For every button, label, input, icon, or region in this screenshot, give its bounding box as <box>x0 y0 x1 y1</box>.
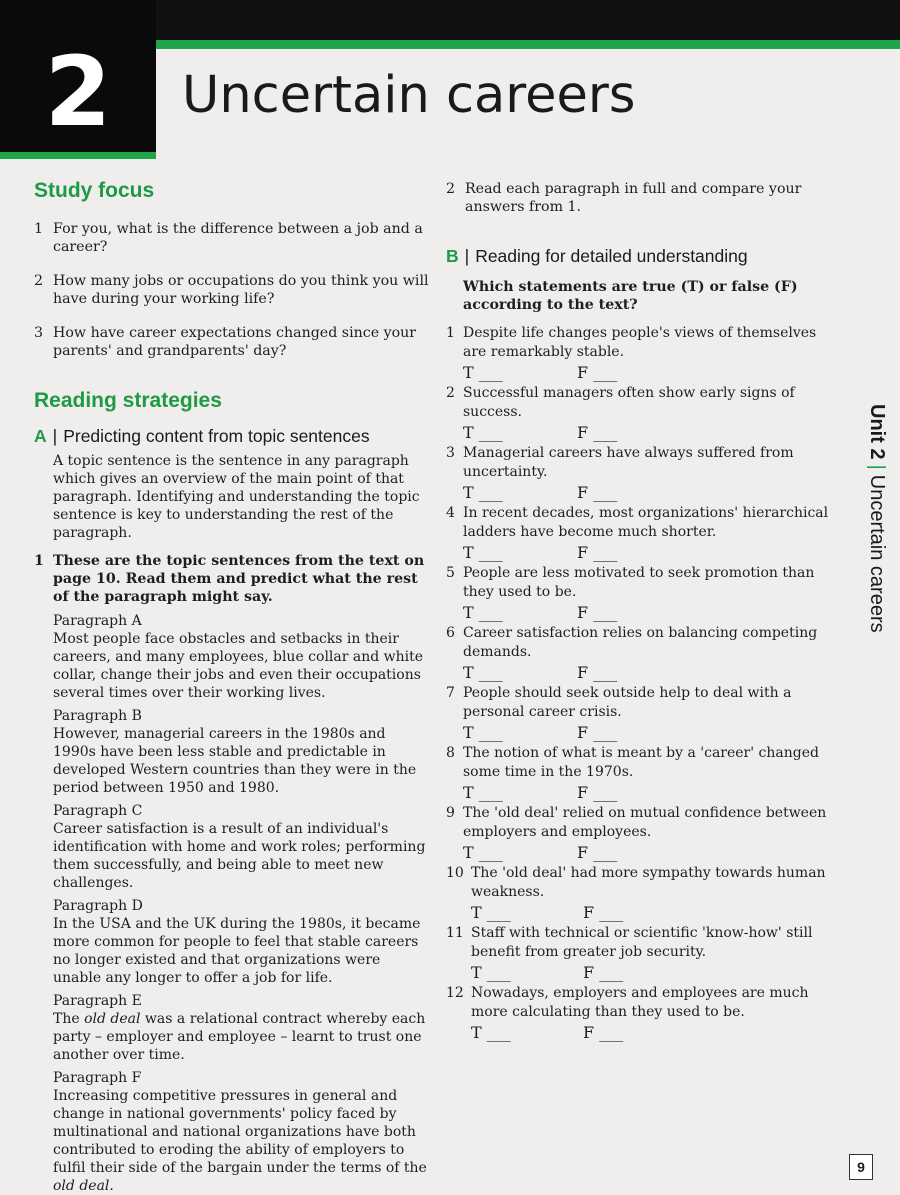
study-question-2: 2 How many jobs or occupations do you think you will have during your working life? <box>34 273 429 307</box>
true-answer-blank[interactable]: T ___ <box>471 1023 511 1042</box>
section-a-heading: A | Predicting content from topic sentences <box>34 426 370 446</box>
false-answer-blank[interactable]: F ___ <box>577 423 618 442</box>
statement-item <box>446 744 841 803</box>
statement-item <box>446 984 841 1043</box>
false-answer-blank[interactable]: F ___ <box>583 963 624 982</box>
paragraph-label: Paragraph E <box>53 993 142 1009</box>
left-column <box>34 174 429 1195</box>
true-answer-blank[interactable]: T ___ <box>463 783 503 802</box>
true-answer-blank[interactable]: T ___ <box>471 963 511 982</box>
statement-item <box>446 624 841 683</box>
number-green-rule <box>0 152 156 159</box>
true-answer-blank[interactable]: T ___ <box>463 423 503 442</box>
false-answer-blank[interactable]: F ___ <box>577 363 618 382</box>
paragraph-text: In the USA and the UK during the 1980s, it became more common for people to feel that stable careers no longer existed and that organizations were unable any longer to offer a job for life. <box>53 916 421 986</box>
statement-item <box>446 924 841 983</box>
study-focus-heading: Study focus <box>34 179 155 202</box>
side-unit-tab <box>858 404 896 652</box>
true-answer-blank[interactable]: T ___ <box>463 363 503 382</box>
true-answer-blank[interactable]: T ___ <box>471 903 511 922</box>
right-column <box>446 180 841 1044</box>
section-b-heading: B | Reading for detailed understanding <box>446 246 748 266</box>
statement-text: 6 Career satisfaction relies on balancing competing demands. <box>446 625 818 660</box>
false-answer-blank[interactable]: F ___ <box>583 903 624 922</box>
paragraph-text: The old deal was a relational contract whereby each party – employer and employee – learnt to trust one another over time. <box>53 1011 426 1063</box>
statement-text: 8 The notion of what is meant by a 'career' changed some time in the 1970s. <box>446 745 819 780</box>
paragraph-label: Paragraph D <box>53 898 143 914</box>
statement-text: 3 Managerial careers have always suffered from uncertainty. <box>446 445 794 480</box>
statement-text: 2 Successful managers often show early signs of success. <box>446 385 795 420</box>
header-green-rule <box>156 40 900 49</box>
statement-item <box>446 684 841 743</box>
paragraph-label: Paragraph F <box>53 1070 142 1086</box>
paragraph-text: Most people face obstacles and setbacks in their careers, and many employees, blue collar and white collar, change their jobs and even their occupations several times over their working lives. <box>53 631 424 701</box>
true-false-statements <box>446 324 841 1043</box>
statement-item <box>446 324 841 383</box>
statement-text: 10 The 'old deal' had more sympathy towards human weakness. <box>446 865 826 900</box>
false-answer-blank[interactable]: F ___ <box>577 783 618 802</box>
statement-text: 4 In recent decades, most organizations' hierarchical ladders have become much shorter. <box>446 505 829 540</box>
false-answer-blank[interactable]: F ___ <box>577 663 618 682</box>
side-unit-title: Uncertain careers <box>866 474 888 633</box>
false-answer-blank[interactable]: F ___ <box>583 1023 624 1042</box>
true-answer-blank[interactable]: T ___ <box>463 483 503 502</box>
false-answer-blank[interactable]: F ___ <box>577 603 618 622</box>
true-answer-blank[interactable]: T ___ <box>463 603 503 622</box>
true-answer-blank[interactable]: T ___ <box>463 543 503 562</box>
false-answer-blank[interactable]: F ___ <box>577 483 618 502</box>
unit-number: 2 <box>44 36 112 148</box>
statement-text: 5 People are less motivated to seek promotion than they used to be. <box>446 565 815 600</box>
page-title: Uncertain careers <box>182 66 636 125</box>
paragraph-text: Increasing competitive pressures in general and change in national governments' policy faced by multinational and national organizations have both contributed to eroding the ability of employers to fulfil their side of the bargain under the terms of the old deal. <box>53 1088 427 1194</box>
study-question-1: 1 For you, what is the difference between a job and a career? <box>34 221 423 255</box>
statement-item <box>446 504 841 563</box>
paragraph-text: Career satisfaction is a result of an individual's identification with home and work roles; performing them successfully, and being able to meet new challenges. <box>53 821 426 891</box>
statement-item <box>446 444 841 503</box>
section-a-task-2: 2 Read each paragraph in full and compare your answers from 1. <box>446 181 802 215</box>
statement-item <box>446 384 841 443</box>
paragraph-text: However, managerial careers in the 1980s and 1990s have been less stable and predictable in developed Western countries than they were in the period between 1950 and 1980. <box>53 726 417 796</box>
topic-sentence-intro: A topic sentence is the sentence in any paragraph which gives an overview of the main point of that paragraph. Identifying and understanding the topic sentence is key to understanding the rest of the paragraph. <box>53 453 420 541</box>
statement-text: 9 The 'old deal' relied on mutual confidence between employers and employees. <box>446 805 827 840</box>
paragraph-label: Paragraph C <box>53 803 143 819</box>
statement-text: 7 People should seek outside help to deal with a personal career crisis. <box>446 685 792 720</box>
true-answer-blank[interactable]: T ___ <box>463 723 503 742</box>
statement-item <box>446 804 841 863</box>
topic-sentences <box>34 612 429 1195</box>
statement-item <box>446 864 841 923</box>
side-separator: | <box>866 464 888 470</box>
page-number: 9 <box>849 1154 873 1180</box>
section-a-task-1: 1 These are the topic sentences from the text on page 10. Read them and predict what the rest of the paragraph might say. <box>34 553 425 605</box>
side-unit-label: Unit 2 <box>866 404 888 460</box>
false-answer-blank[interactable]: F ___ <box>577 843 618 862</box>
false-answer-blank[interactable]: F ___ <box>577 723 618 742</box>
study-question-3: 3 How have career expectations changed since your parents' and grandparents' day? <box>34 325 417 359</box>
unit-number-block <box>0 0 156 152</box>
reading-strategies-heading: Reading strategies <box>34 389 222 412</box>
section-b-instruction: Which statements are true (T) or false (F) according to the text? <box>463 279 798 313</box>
statement-text: 1 Despite life changes people's views of themselves are remarkably stable. <box>446 325 817 360</box>
statement-item <box>446 564 841 623</box>
paragraph-label: Paragraph A <box>53 613 142 629</box>
paragraph-label: Paragraph B <box>53 708 142 724</box>
true-answer-blank[interactable]: T ___ <box>463 843 503 862</box>
true-answer-blank[interactable]: T ___ <box>463 663 503 682</box>
statement-text: 12 Nowadays, employers and employees are much more calculating than they used to be. <box>446 985 809 1020</box>
statement-text: 11 Staff with technical or scientific 'know-how' still benefit from greater job security. <box>446 925 813 960</box>
false-answer-blank[interactable]: F ___ <box>577 543 618 562</box>
